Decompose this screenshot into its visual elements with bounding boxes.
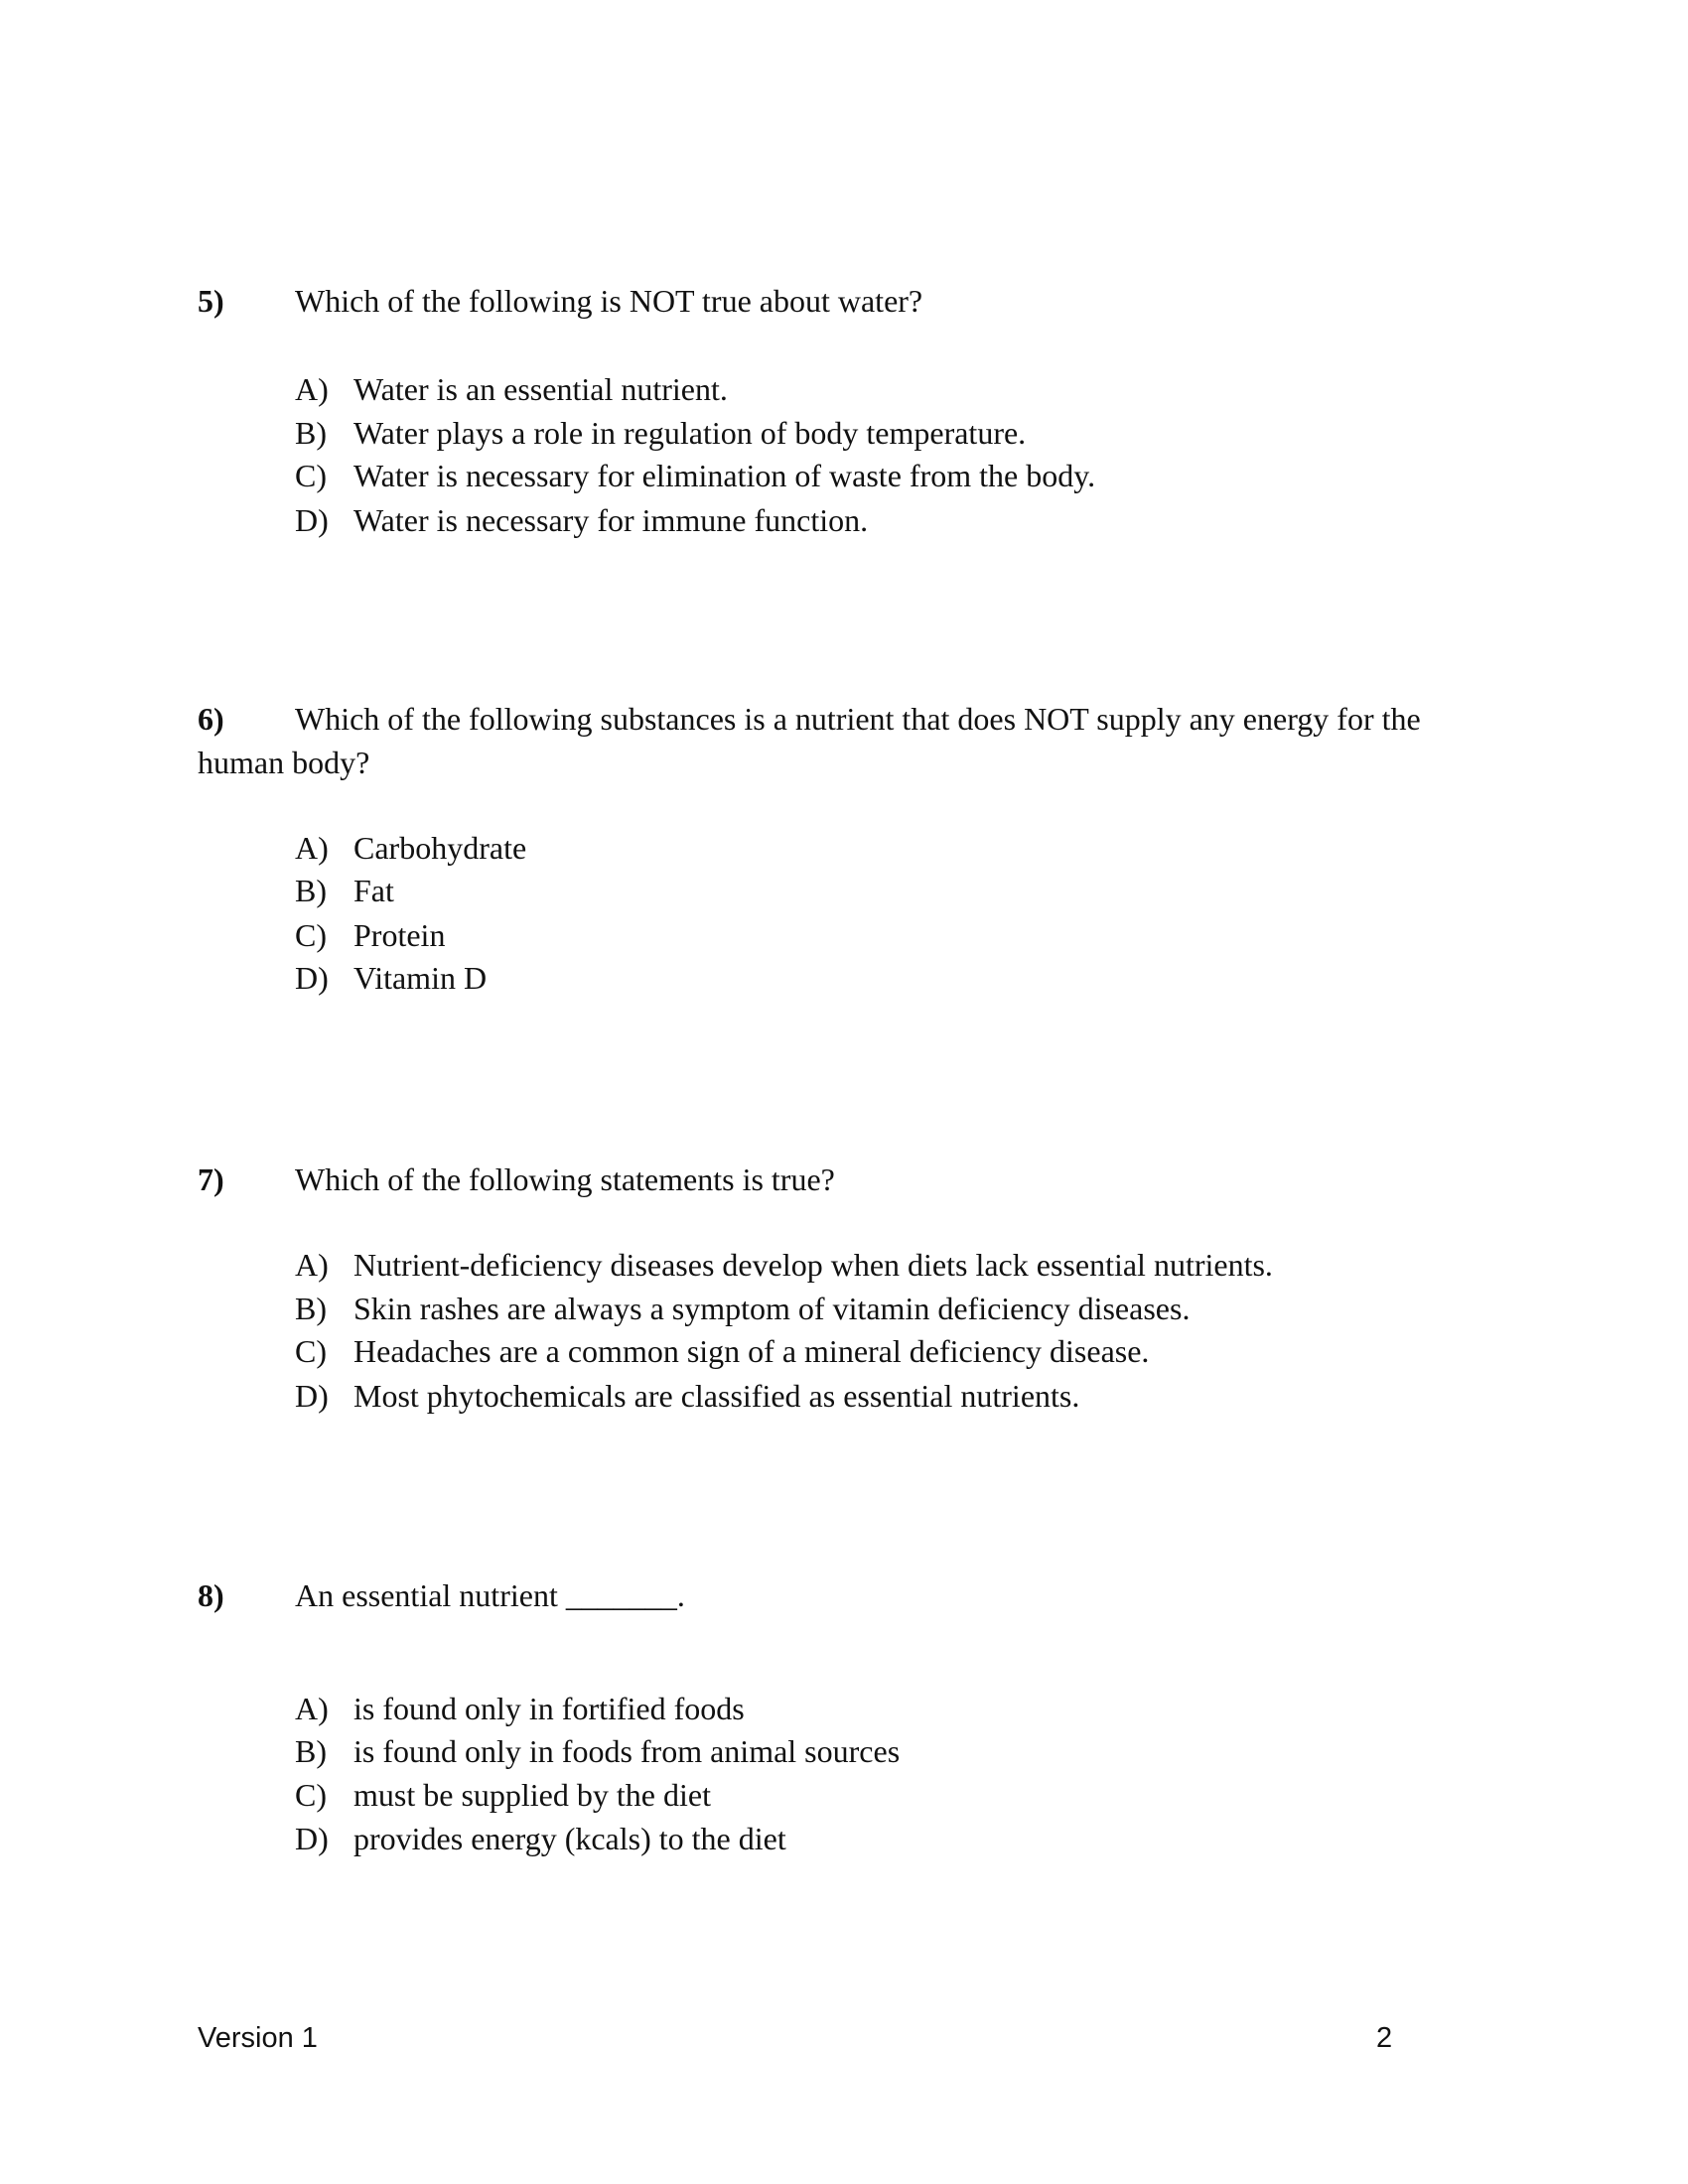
option-letter: A): [295, 830, 329, 866]
option-letter: C): [295, 917, 327, 953]
question-text: Which of the following substances is a nutrient that does NOT supply any energy for the human body?: [198, 701, 1421, 780]
question-text: An essential nutrient _______.: [295, 1577, 685, 1613]
option-letter: C): [295, 1777, 327, 1813]
option-text: Water plays a role in regulation of body temperature.: [353, 415, 1027, 451]
question-number: 8): [198, 1577, 224, 1613]
answer-option: [295, 1287, 1190, 1330]
option-letter: A): [295, 1247, 329, 1283]
option-text: Most phytochemicals are classified as essential nutrients.: [353, 1378, 1080, 1414]
answer-option: [295, 367, 728, 411]
question-number: 6): [198, 701, 224, 737]
answer-option: [295, 498, 868, 542]
option-text: Carbohydrate: [353, 830, 527, 866]
question-text: Which of the following is NOT true about water?: [295, 283, 923, 319]
option-text: Water is necessary for elimination of waste from the body.: [353, 458, 1096, 493]
option-text: Skin rashes are always a symptom of vitamin deficiency diseases.: [353, 1291, 1191, 1326]
option-letter: B): [295, 1291, 327, 1326]
answer-option: [295, 1687, 745, 1730]
answer-option: [295, 869, 394, 912]
option-text: Vitamin D: [353, 960, 488, 996]
option-letter: D): [295, 502, 329, 538]
answer-option: [295, 411, 1026, 455]
question-number: 7): [198, 1161, 224, 1197]
question-text: Which of the following statements is true?: [295, 1161, 835, 1197]
answer-option: [295, 1243, 1273, 1287]
answer-option: [295, 826, 526, 870]
option-text: Water is necessary for immune function.: [353, 502, 869, 538]
footer-version: Version 1: [198, 2022, 318, 2054]
option-letter: D): [295, 960, 329, 996]
answer-option: [295, 1729, 900, 1773]
footer-page-number: 2: [1376, 2022, 1393, 2054]
option-text: Fat: [353, 873, 394, 908]
option-letter: B): [295, 415, 327, 451]
answer-option: [295, 454, 1095, 497]
question-6: [198, 697, 1478, 784]
option-text: is found only in foods from animal sources: [353, 1733, 901, 1769]
question-5: [198, 279, 1478, 323]
answer-option: [295, 1773, 711, 1817]
answer-option: [295, 913, 445, 957]
option-letter: A): [295, 1691, 329, 1726]
answer-option: [295, 1329, 1149, 1373]
option-text: Headaches are a common sign of a mineral deficiency disease.: [353, 1333, 1150, 1369]
option-text: is found only in fortified foods: [353, 1691, 745, 1726]
answer-option: [295, 1374, 1079, 1418]
option-letter: B): [295, 873, 327, 908]
option-letter: D): [295, 1821, 329, 1856]
answer-option: [295, 1817, 786, 1860]
option-text: must be supplied by the diet: [353, 1777, 711, 1813]
option-letter: B): [295, 1733, 327, 1769]
option-text: Nutrient-deficiency diseases develop when diets lack essential nutrients.: [353, 1247, 1273, 1283]
question-number: 5): [198, 283, 224, 319]
option-letter: D): [295, 1378, 329, 1414]
option-letter: C): [295, 458, 327, 493]
question-7: [198, 1158, 1478, 1201]
option-text: provides energy (kcals) to the diet: [353, 1821, 786, 1856]
option-letter: A): [295, 371, 329, 407]
option-text: Protein: [353, 917, 446, 953]
answer-option: [295, 956, 487, 1000]
option-letter: C): [295, 1333, 327, 1369]
question-8: [198, 1573, 1478, 1617]
option-text: Water is an essential nutrient.: [353, 371, 728, 407]
